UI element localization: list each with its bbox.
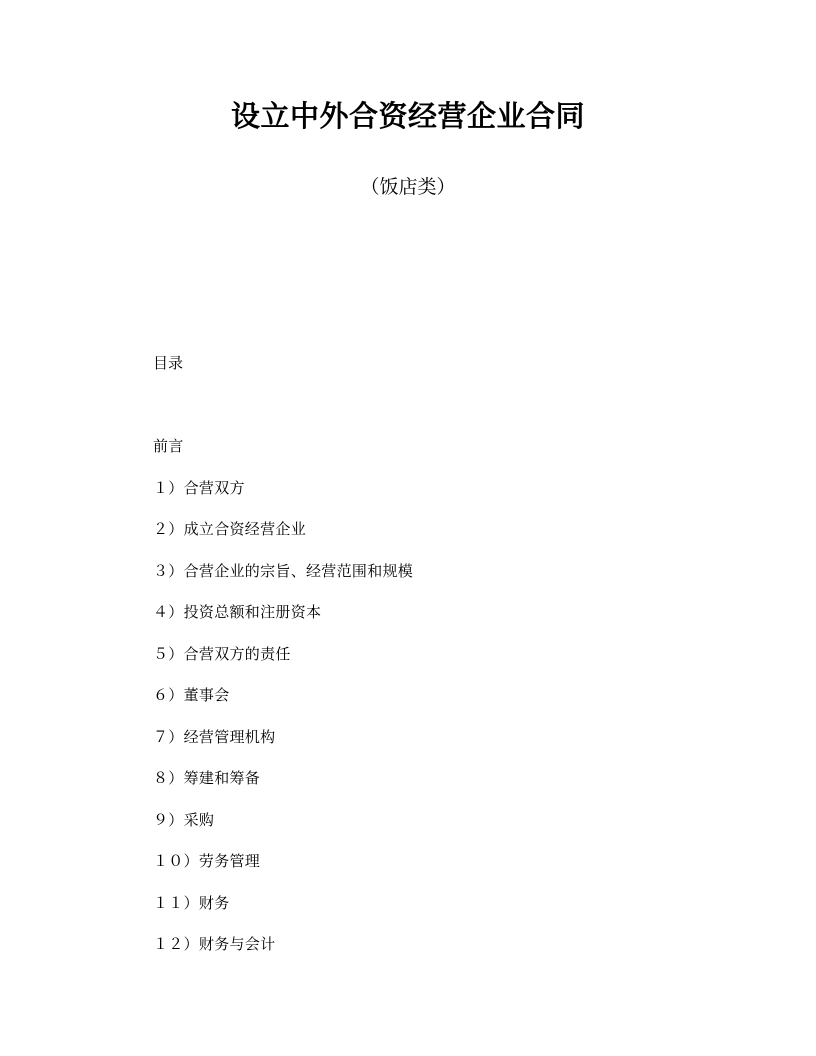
toc-item-1: １）合营双方 bbox=[153, 478, 245, 497]
toc-item-6: ６）董事会 bbox=[153, 686, 230, 704]
toc-item-4: ４）投资总额和注册资本 bbox=[153, 603, 322, 621]
toc-item-2: ２）成立合资经营企业 bbox=[153, 520, 307, 538]
toc-item-7: ７）经营管理机构 bbox=[153, 727, 276, 746]
toc-item-5: ５）合营双方的责任 bbox=[153, 644, 291, 663]
toc-item-8: ８）筹建和筹备 bbox=[153, 769, 261, 787]
toc-item-9: ９）采购 bbox=[153, 810, 215, 829]
toc-item-3: ３）合营企业的宗旨、经营范围和规模 bbox=[153, 561, 414, 580]
toc-heading: 目录 bbox=[153, 354, 184, 372]
toc-item-11: １１）财务 bbox=[153, 893, 230, 912]
toc-item-10: １０）劳务管理 bbox=[153, 852, 261, 870]
document-title: 设立中外合资经营企业合同 bbox=[230, 99, 585, 133]
document-subtitle: （饭店类） bbox=[360, 176, 456, 198]
toc-list bbox=[153, 436, 413, 976]
toc-item-12: １２）财务与会计 bbox=[153, 935, 276, 953]
toc-item-preface: 前言 bbox=[153, 437, 184, 455]
